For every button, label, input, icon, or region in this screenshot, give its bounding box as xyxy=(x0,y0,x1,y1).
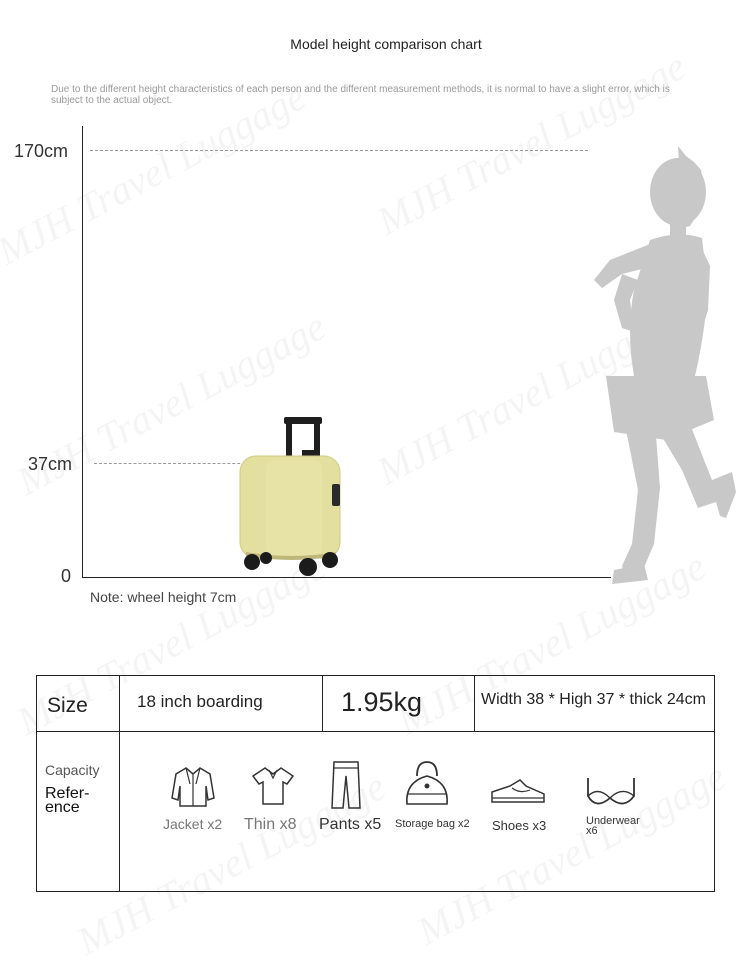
tick-label-37: 37cm xyxy=(28,454,73,474)
weight-value: 1.95kg xyxy=(341,687,423,717)
guide-line-170 xyxy=(90,150,588,151)
reference-label-line-2: ence xyxy=(45,799,80,816)
capacity-item-shoes xyxy=(488,776,552,836)
wheel-height-note: Note: wheel height 7cm xyxy=(90,589,237,605)
underwear-icon xyxy=(584,774,638,810)
storage-bag-label: Storage bag x2 xyxy=(395,818,470,830)
model-value: 18 inch boarding xyxy=(137,692,263,711)
y-axis-line xyxy=(82,126,83,578)
suitcase-image xyxy=(236,414,348,578)
underwear-label-line-2: x6 xyxy=(586,825,598,837)
size-header-cell xyxy=(37,676,120,732)
dimensions-cell xyxy=(475,676,715,732)
capacity-item-storage-bag xyxy=(393,758,473,838)
disclaimer-text: Due to the different height characteristics of each person and the different measurement methods, it is normal to have a slight error, which is subject to the actual object. xyxy=(51,84,670,106)
model-cell xyxy=(120,676,323,732)
tick-label-170: 170cm xyxy=(14,141,69,161)
storage-bag-icon xyxy=(403,758,451,808)
reference-label-line-1: Refer- xyxy=(45,785,90,802)
page-title: Model height comparison chart xyxy=(290,36,482,52)
jacket-label: Jacket x2 xyxy=(163,816,223,832)
shoe-icon xyxy=(490,776,546,806)
capacity-item-pants xyxy=(318,760,384,840)
capacity-item-shirt xyxy=(242,764,304,844)
shirt-label: Thin x8 xyxy=(244,816,297,833)
capacity-label: Capacity xyxy=(45,762,100,778)
capacity-item-underwear xyxy=(584,774,650,838)
jacket-icon xyxy=(170,764,216,810)
person-silhouette-image xyxy=(586,140,742,586)
shirt-icon xyxy=(251,764,295,808)
capacity-item-jacket xyxy=(163,764,223,844)
pants-label: Pants x5 xyxy=(319,816,382,833)
shoes-label: Shoes x3 xyxy=(492,818,547,833)
pants-icon xyxy=(330,760,362,810)
capacity-header-cell xyxy=(37,732,120,892)
tick-label-0: 0 xyxy=(61,566,72,586)
dimensions-value: Width 38 * High 37 * thick 24cm xyxy=(481,691,706,708)
weight-cell xyxy=(323,676,475,732)
size-label: Size xyxy=(47,694,88,717)
underwear-label-line-1: Underwear xyxy=(586,815,640,827)
